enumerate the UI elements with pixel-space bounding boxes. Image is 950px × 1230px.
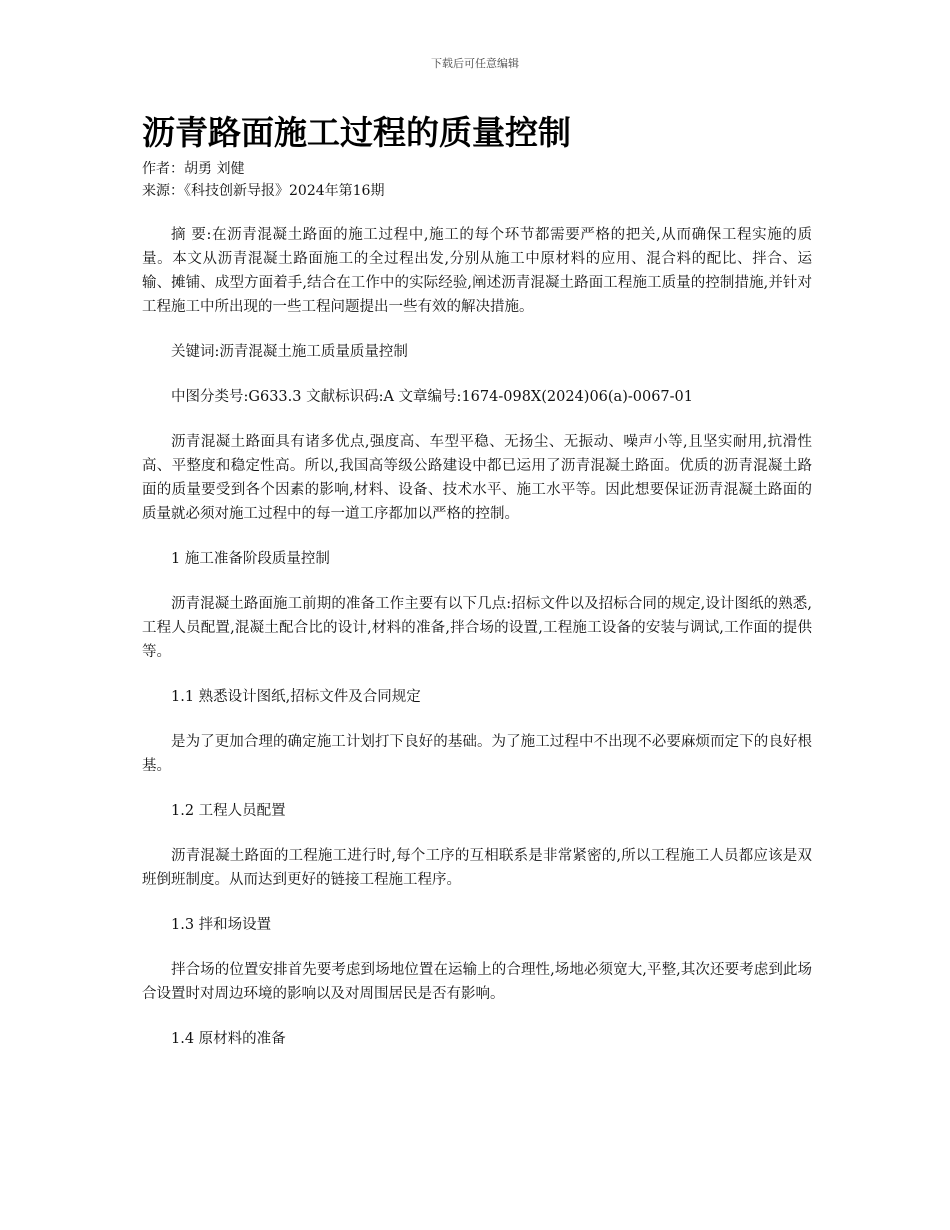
section-1-3-heading: 1.3 拌和场设置: [171, 917, 272, 933]
section-1-4-heading: 1.4 原材料的准备: [171, 1031, 286, 1047]
section-1-paragraph: 沥青混凝土路面施工前期的准备工作主要有以下几点:招标文件以及招标合同的规定,设计图纸的熟悉,工程人员配置,混凝土配合比的设计,材料的准备,拌合场的设置,工程施工设备的安装与调试,工作面的提供等。: [142, 596, 812, 660]
section-1-heading: 1 施工准备阶段质量控制: [171, 551, 330, 567]
keywords-paragraph: 关键词:沥青混凝土施工质量质量控制: [171, 344, 408, 360]
section-1-2-heading: 1.2 工程人员配置: [171, 803, 286, 819]
article-authors: 作者：胡勇 刘健: [142, 161, 245, 177]
section-1-2-paragraph: 沥青混凝土路面的工程施工进行时,每个工序的互相联系是非常紧密的,所以工程施工人员都应该是双班倒班制度。从而达到更好的链接工程施工程序。: [142, 848, 812, 888]
section-1-3-paragraph: 拌合场的位置安排首先要考虑到场地位置在运输上的合理性,场地必须宽大,平整,其次还要考虑到此场合设置时对周边环境的影响以及对周围居民是否有影响。: [142, 962, 812, 1002]
abstract-paragraph: 摘 要:在沥青混凝土路面的施工过程中,施工的每个环节都需要严格的把关,从而确保工程实施的质量。本文从沥青混凝土路面施工的全过程出发,分别从施工中原材料的应用、混合料的配比、拌合、运输、摊铺、成型方面着手,结合在工作中的实际经验,阐述沥青混凝土路面工程施工质量的控制措施,并针对工程施工中所出现的一些工程问题提出一些有效的解决措施。: [142, 227, 812, 315]
classification-paragraph: 中图分类号:G633.3 文献标识码:A 文章编号:1674-098X(2024)06(a)-0067-01: [171, 389, 694, 405]
article-content: [142, 108, 812, 1051]
section-1-1-paragraph: 是为了更加合理的确定施工计划打下良好的基础。为了施工过程中不出现不必要麻烦而定下的良好根基。: [142, 734, 812, 774]
section-1-1-heading: 1.1 熟悉设计图纸,招标文件及合同规定: [171, 689, 421, 705]
article-source: 来源：《科技创新导报》2024年第16期: [142, 183, 385, 199]
intro-paragraph: 沥青混凝土路面具有诸多优点,强度高、车型平稳、无扬尘、无振动、噪声小等,且坚实耐用,抗滑性高、平整度和稳定性高。所以,我国高等级公路建设中都已运用了沥青混凝土路面。优质的沥青混凝土路面的质量要受到各个因素的影响,材料、设备、技术水平、施工水平等。因此想要保证沥青混凝土路面的质量就必须对施工过程中的每一道工序都加以严格的控制。: [142, 434, 812, 522]
article-title: 沥青路面施工过程的质量控制: [142, 113, 571, 152]
page-header-note: 下载后可任意编辑: [431, 57, 519, 70]
